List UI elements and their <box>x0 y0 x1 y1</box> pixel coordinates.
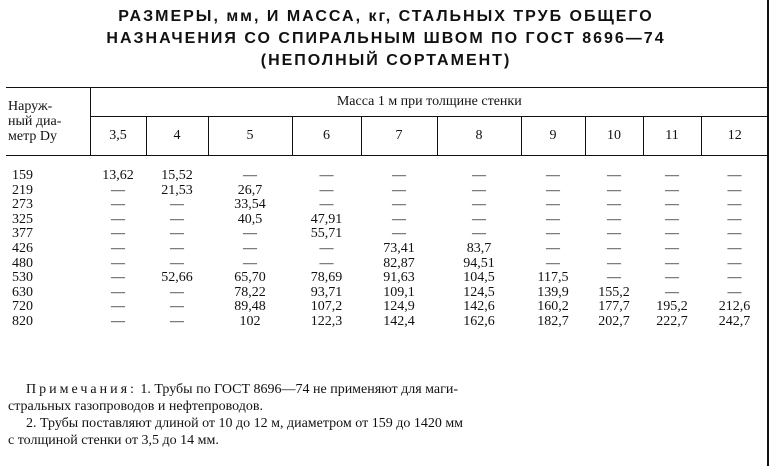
thickness-header-8: 11 <box>643 117 701 156</box>
mass-cell: 21,53 <box>161 182 193 198</box>
mass-cell: 65,70 <box>234 270 266 286</box>
title-line-3: (НЕПОЛНЫЙ СОРТАМЕНТ) <box>260 52 512 69</box>
mass-cell: — <box>546 211 560 227</box>
diameter-cell: 273 <box>12 197 33 213</box>
mass-cell: 91,63 <box>383 270 415 286</box>
mass-cell: — <box>665 240 679 256</box>
diameter-cell: 325 <box>12 211 33 227</box>
mass-cell: 139,9 <box>537 284 569 300</box>
thickness-header-4: 7 <box>361 117 437 156</box>
mass-cell: — <box>727 197 742 213</box>
thickness-header-2: 5 <box>208 117 292 156</box>
mass-cell: — <box>170 299 184 315</box>
mass-cell: 242,7 <box>718 313 751 329</box>
mass-cell: — <box>319 240 334 256</box>
mass-cell: — <box>170 211 184 227</box>
table-row <box>6 286 768 301</box>
mass-cell: — <box>727 211 742 227</box>
diameter-cell: 720 <box>12 299 33 315</box>
mass-cell: 78,22 <box>234 284 266 300</box>
diameter-cell: 480 <box>12 255 33 271</box>
stub-header-line-3: метр Dу <box>8 129 57 144</box>
mass-cell: 52,66 <box>161 270 193 286</box>
thickness-header-0: 3,5 <box>90 117 146 156</box>
table-row <box>6 184 768 199</box>
mass-cell: — <box>392 197 406 213</box>
mass-cell: 212,6 <box>718 299 751 315</box>
mass-cell: — <box>472 168 486 183</box>
mass-cell: — <box>170 226 184 242</box>
diameter-cell: 426 <box>12 240 33 256</box>
mass-cell: 40,5 <box>237 211 263 227</box>
mass-cell: — <box>472 226 486 242</box>
spacer-row <box>6 156 768 170</box>
mass-cell: — <box>111 226 125 242</box>
mass-cell: 26,7 <box>237 182 263 198</box>
mass-cell: — <box>727 284 742 300</box>
table-row <box>6 169 768 184</box>
mass-cell: 142,4 <box>383 313 415 329</box>
mass-cell: 94,51 <box>463 255 495 271</box>
table-row <box>6 271 768 286</box>
mass-cell: — <box>546 240 560 256</box>
note-2: 2. Трубы поставляют длиной от 10 до 12 м, диаметром от 159 до 1420 мм <box>26 416 464 431</box>
mass-cell: — <box>392 182 406 198</box>
mass-cell: — <box>111 197 125 213</box>
table-row <box>6 227 768 242</box>
diameter-cell: 630 <box>12 284 33 300</box>
note-1 <box>8 381 763 398</box>
mass-group-header: Масса 1 м при толщине стенки <box>90 88 768 117</box>
title-line-2: НАЗНАЧЕНИЯ СО СПИРАЛЬНЫМ ШВОМ ПО ГОСТ 8696—74 <box>106 30 666 47</box>
mass-cell: 122,3 <box>310 313 343 329</box>
thickness-header-5: 8 <box>437 117 521 156</box>
mass-cell: 142,6 <box>463 299 495 315</box>
mass-cell: 93,71 <box>310 284 343 300</box>
mass-cell: — <box>392 226 406 242</box>
mass-cell: — <box>607 226 621 242</box>
mass-cell: — <box>243 226 257 242</box>
mass-cell: 104,5 <box>463 270 495 286</box>
mass-cell: — <box>665 255 679 271</box>
mass-cell: 33,54 <box>234 197 266 213</box>
thickness-header-1: 4 <box>146 117 208 156</box>
diameter-cell: 159 <box>12 168 33 183</box>
mass-cell: — <box>319 255 334 271</box>
mass-cell: — <box>665 270 679 286</box>
mass-cell: — <box>727 168 742 183</box>
mass-cell: — <box>319 197 334 213</box>
mass-cell: 109,1 <box>383 284 415 300</box>
mass-cell: 89,48 <box>234 299 266 315</box>
mass-cell: — <box>111 270 125 286</box>
wall-thickness-header-row <box>6 117 768 156</box>
mass-cell: — <box>392 211 406 227</box>
stub-header-line-2: ный диа- <box>8 114 62 129</box>
thickness-header-9: 12 <box>701 117 768 156</box>
mass-cell: — <box>665 168 679 183</box>
mass-cell: 73,41 <box>383 240 415 256</box>
mass-cell: — <box>111 313 125 329</box>
table-row <box>6 242 768 257</box>
mass-cell: — <box>319 182 334 198</box>
mass-cell: — <box>607 168 621 183</box>
mass-cell: 102 <box>239 313 261 329</box>
notes-heading: Примечания: <box>26 382 137 397</box>
mass-cell: — <box>546 226 560 242</box>
mass-cell: 202,7 <box>598 313 630 329</box>
mass-cell: 47,91 <box>310 211 343 227</box>
mass-cell: 55,71 <box>310 226 343 242</box>
mass-cell: — <box>607 270 621 286</box>
mass-cell: — <box>546 168 560 183</box>
diameter-cell: 820 <box>12 313 33 329</box>
mass-cell: — <box>727 255 742 271</box>
mass-cell: — <box>665 182 679 198</box>
mass-cell: — <box>472 197 486 213</box>
mass-cell: — <box>170 255 184 271</box>
pipe-mass-table <box>6 87 768 330</box>
mass-cell: — <box>170 284 184 300</box>
mass-cell: — <box>472 211 486 227</box>
table-body <box>6 156 768 330</box>
note-1-text-a: 1. Трубы по ГОСТ 8696—74 не применяют для маги- <box>136 382 459 397</box>
table-row <box>6 198 768 213</box>
mass-cell: — <box>546 182 560 198</box>
mass-cell: — <box>111 182 125 198</box>
mass-cell: — <box>607 255 621 271</box>
stub-header-line-1: Наруж- <box>8 99 53 114</box>
thickness-header-7: 10 <box>585 117 643 156</box>
mass-cell: 195,2 <box>656 299 688 315</box>
mass-cell: — <box>170 197 184 213</box>
mass-cell: — <box>607 211 621 227</box>
mass-cell: — <box>111 240 125 256</box>
mass-cell: — <box>111 211 125 227</box>
mass-cell: — <box>665 226 679 242</box>
diameter-cell: 219 <box>12 182 33 198</box>
mass-cell: — <box>607 197 621 213</box>
table-row <box>6 213 768 228</box>
mass-cell: — <box>727 182 742 198</box>
note-2-continued: с толщиной стенки от 3,5 до 14 мм. <box>8 433 219 448</box>
mass-cell: 182,7 <box>537 313 569 329</box>
mass-cell: — <box>243 255 257 271</box>
note-1-continued: стральных газопроводов и нефтепроводов. <box>8 399 263 414</box>
mass-cell: — <box>392 168 406 183</box>
mass-cell: — <box>472 182 486 198</box>
mass-cell: — <box>111 299 125 315</box>
diameter-cell: 530 <box>12 270 33 286</box>
title-line-1: РАЗМЕРЫ, мм, И МАССА, кг, СТАЛЬНЫХ ТРУБ ОБЩЕГО <box>118 8 654 25</box>
mass-cell: — <box>243 168 257 183</box>
mass-cell: — <box>727 240 742 256</box>
mass-cell: — <box>546 255 560 271</box>
mass-cell: 83,7 <box>466 240 492 256</box>
diameter-cell: 377 <box>12 226 33 242</box>
outer-diameter-header <box>6 88 90 156</box>
mass-cell: — <box>665 197 679 213</box>
mass-cell: — <box>243 240 257 256</box>
mass-cell: 222,7 <box>656 313 688 329</box>
mass-cell: — <box>546 197 560 213</box>
mass-cell: 78,69 <box>310 270 343 286</box>
mass-cell: 15,52 <box>161 168 193 183</box>
mass-cell: — <box>170 313 184 329</box>
mass-cell: — <box>665 211 679 227</box>
mass-cell: — <box>607 240 621 256</box>
mass-cell: 117,5 <box>537 270 569 286</box>
mass-cell: — <box>319 168 334 183</box>
mass-cell: 160,2 <box>537 299 569 315</box>
thickness-header-3: 6 <box>292 117 361 156</box>
mass-cell: — <box>111 284 125 300</box>
mass-cell: — <box>607 182 621 198</box>
table-row <box>6 315 768 330</box>
mass-cell: — <box>665 284 679 300</box>
table-row <box>6 257 768 272</box>
mass-cell: 162,6 <box>463 313 495 329</box>
mass-cell: 155,2 <box>598 284 630 300</box>
mass-cell: 124,9 <box>383 299 415 315</box>
table-row <box>6 300 768 315</box>
mass-cell: 107,2 <box>310 299 343 315</box>
thickness-header-6: 9 <box>521 117 585 156</box>
mass-cell: — <box>727 270 742 286</box>
mass-cell: — <box>727 226 742 242</box>
mass-cell: — <box>111 255 125 271</box>
mass-cell: 124,5 <box>463 284 495 300</box>
mass-cell: — <box>170 240 184 256</box>
mass-cell: 177,7 <box>598 299 630 315</box>
mass-cell: 13,62 <box>102 168 134 183</box>
mass-cell: 82,87 <box>383 255 415 271</box>
